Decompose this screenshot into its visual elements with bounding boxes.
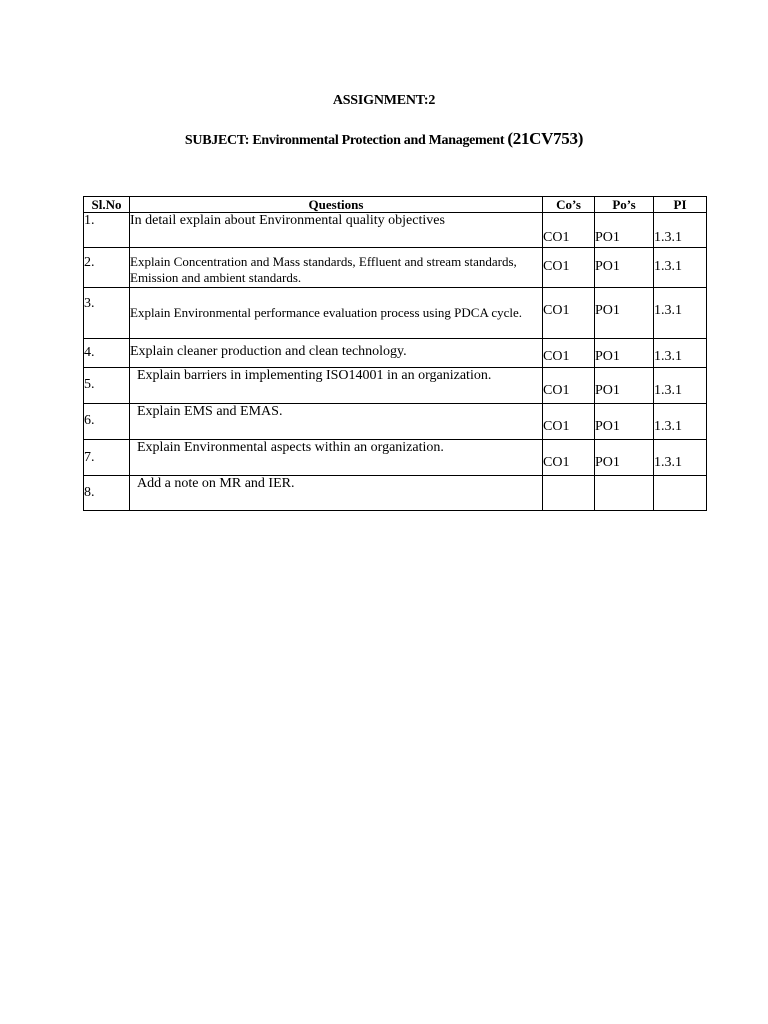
pi-cell <box>654 213 707 248</box>
co-cell <box>543 213 595 248</box>
co-value: CO1 <box>543 230 570 245</box>
question-text: Explain cleaner production and clean technology. <box>130 339 543 368</box>
pi-value: 1.3.1 <box>654 259 682 274</box>
table-row <box>84 368 707 404</box>
co-value: CO1 <box>543 383 570 398</box>
pi-value: 1.3.1 <box>654 303 682 318</box>
co-value: CO1 <box>543 349 570 364</box>
po-cell <box>595 404 654 440</box>
col-header-slno: Sl.No <box>84 197 130 213</box>
po-cell <box>595 288 654 339</box>
row-number: 4. <box>84 339 130 368</box>
subject-line <box>0 129 768 149</box>
row-number: 8. <box>84 476 130 511</box>
question-text: Explain barriers in implementing ISO14001 in an organization. <box>130 368 543 404</box>
table-row <box>84 476 707 511</box>
po-value: PO1 <box>595 349 620 364</box>
table-header-row <box>84 197 707 213</box>
pi-value: 1.3.1 <box>654 349 682 364</box>
po-cell <box>595 213 654 248</box>
table-row <box>84 288 707 339</box>
pi-cell <box>654 476 707 511</box>
co-cell <box>543 288 595 339</box>
po-cell <box>595 339 654 368</box>
po-value: PO1 <box>595 383 620 398</box>
pi-value: 1.3.1 <box>654 230 682 245</box>
pi-cell <box>654 248 707 288</box>
co-value: CO1 <box>543 303 570 318</box>
subject-name: SUBJECT: Environmental Protection and Management <box>184 133 505 148</box>
co-cell <box>543 440 595 476</box>
col-header-cos: Co’s <box>543 197 595 213</box>
row-number: 1. <box>84 213 130 248</box>
co-cell <box>543 248 595 288</box>
po-value: PO1 <box>595 455 620 470</box>
table-row <box>84 248 707 288</box>
row-number: 3. <box>84 288 130 339</box>
po-cell <box>595 368 654 404</box>
pi-cell <box>654 288 707 339</box>
po-value: PO1 <box>595 419 620 434</box>
table-row <box>84 404 707 440</box>
co-cell <box>543 339 595 368</box>
assignment-title: ASSIGNMENT:2 <box>332 93 436 108</box>
question-text: Explain Environmental performance evaluation process using PDCA cycle. <box>130 288 543 339</box>
col-header-pi: PI <box>654 197 707 213</box>
row-number: 7. <box>84 440 130 476</box>
questions-table <box>83 196 707 511</box>
question-text: Explain EMS and EMAS. <box>130 404 543 440</box>
pi-cell <box>654 339 707 368</box>
pi-value: 1.3.1 <box>654 419 682 434</box>
row-number: 5. <box>84 368 130 404</box>
po-cell <box>595 248 654 288</box>
subject-code: (21CV753) <box>507 129 584 148</box>
co-cell <box>543 368 595 404</box>
pi-value: 1.3.1 <box>654 383 682 398</box>
row-number: 2. <box>84 248 130 288</box>
table-row <box>84 440 707 476</box>
co-value: CO1 <box>543 419 570 434</box>
co-value: CO1 <box>543 259 570 274</box>
pi-value: 1.3.1 <box>654 455 682 470</box>
question-text: In detail explain about Environmental quality objectives <box>130 213 543 248</box>
pi-cell <box>654 440 707 476</box>
po-cell <box>595 440 654 476</box>
row-number: 6. <box>84 404 130 440</box>
co-value: CO1 <box>543 455 570 470</box>
table-row <box>84 339 707 368</box>
pi-cell <box>654 368 707 404</box>
po-value: PO1 <box>595 259 620 274</box>
pi-cell <box>654 404 707 440</box>
question-text: Explain Environmental aspects within an organization. <box>130 440 543 476</box>
co-cell <box>543 476 595 511</box>
col-header-pos: Po’s <box>595 197 654 213</box>
co-cell <box>543 404 595 440</box>
po-value: PO1 <box>595 303 620 318</box>
col-header-questions: Questions <box>130 197 543 213</box>
po-cell <box>595 476 654 511</box>
question-text: Add a note on MR and IER. <box>130 476 543 511</box>
po-value: PO1 <box>595 230 620 245</box>
table-row <box>84 213 707 248</box>
question-text: Explain Concentration and Mass standards, Effluent and stream standards, Emission and ambient standards. <box>130 248 543 288</box>
